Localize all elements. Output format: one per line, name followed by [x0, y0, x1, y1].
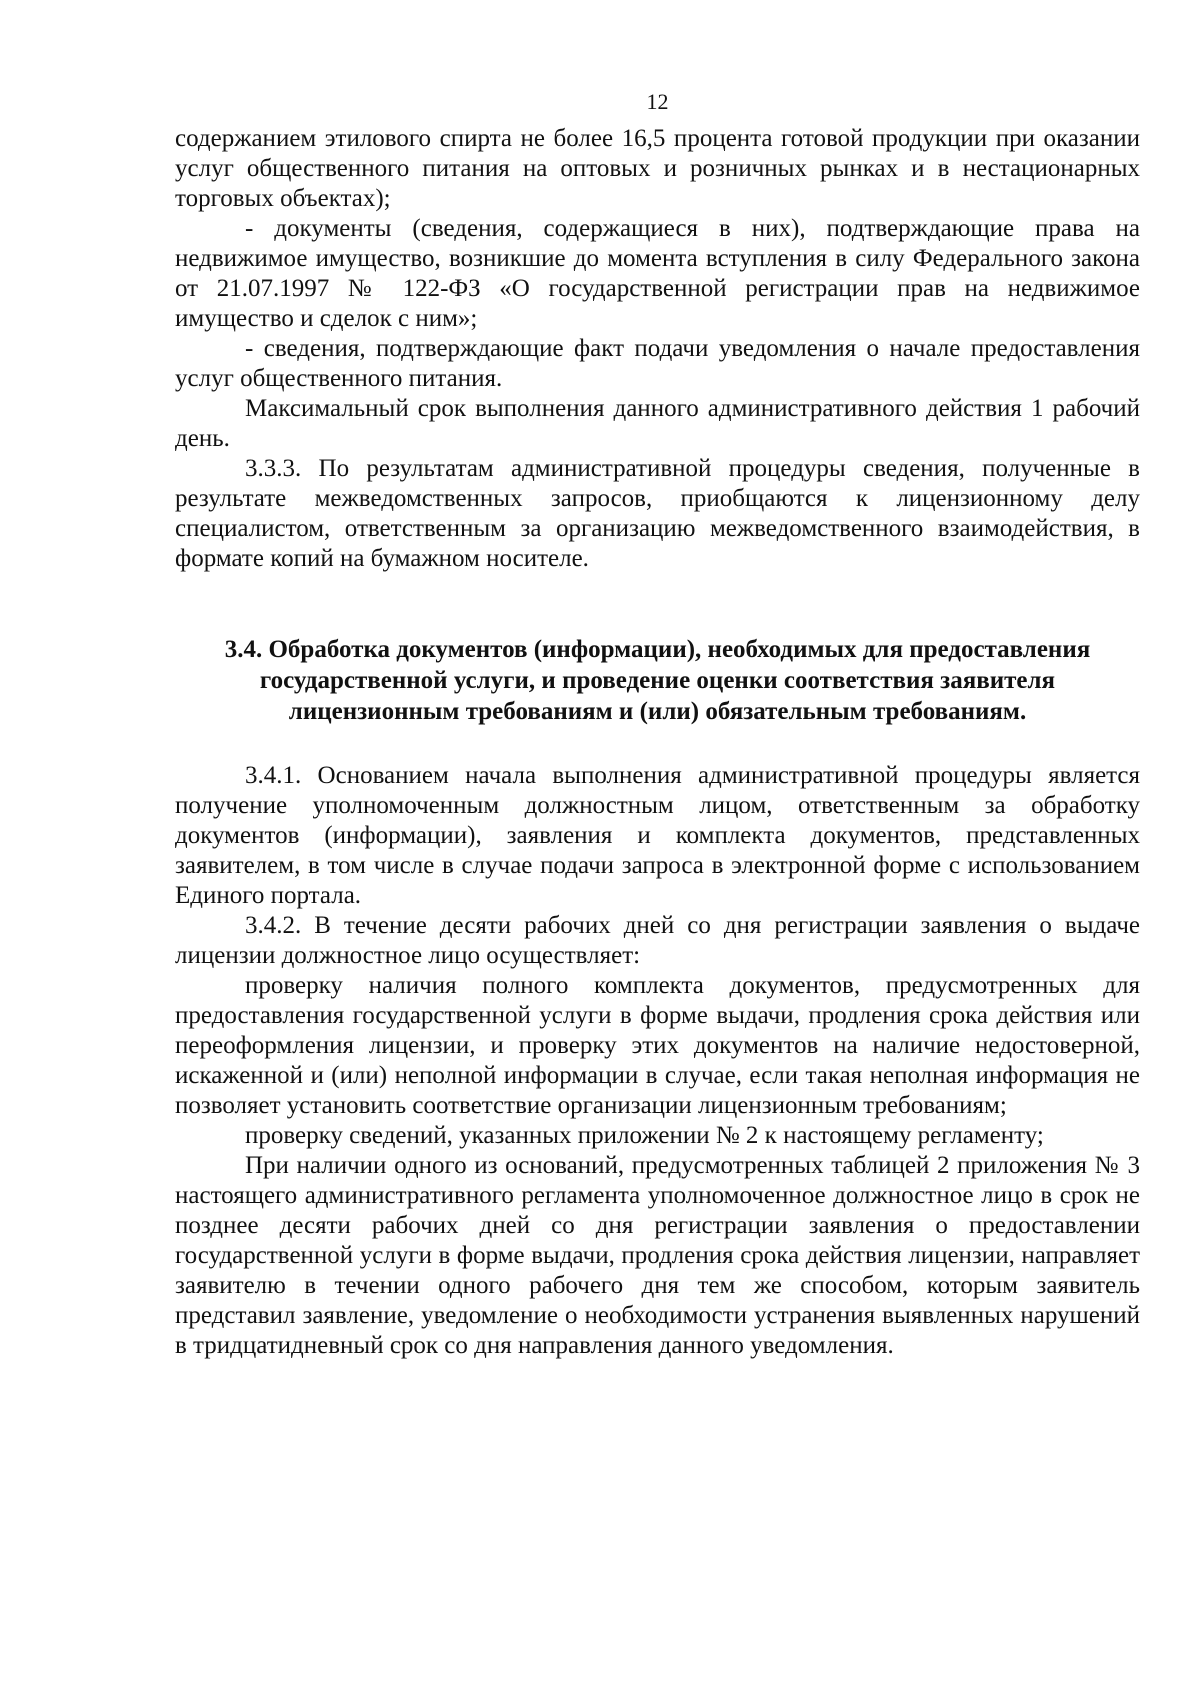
paragraph-notification-info: - сведения, подтверждающие факт подачи уведомления о начале предоставления услуг общественного питания. [175, 335, 1140, 392]
paragraph-max-term: Максимальный срок выполнения данного административного действия 1 рабочий день. [175, 395, 1140, 452]
paragraph-appendix-check: проверку сведений, указанных приложении № 2 к настоящему регламенту; [245, 1122, 1044, 1149]
paragraph-continuation: содержанием этилового спирта не более 16,5 процента готовой продукции при оказании услуг общественного питания на оптовых и розничных рынках и в нестационарных торговых объектах); [175, 125, 1140, 212]
paragraph-3-4-2: 3.4.2. В течение десяти рабочих дней со дня регистрации заявления о выдаче лицензии должностное лицо осуществляет: [175, 912, 1140, 969]
section-heading-3-4: 3.4. Обработка документов (информации), необходимых для предоставления государственной услуги, и проведение оценки соответствия заявителя лицензионным требованиям и (или) обязательным требованиям. [224, 636, 1091, 725]
paragraph-3-3-3: 3.3.3. По результатам административной процедуры сведения, полученные в результате межведомственных запросов, приобщаются к лицензионному делу специалистом, ответственным за организацию межведомственного взаимодействия, в формате копий на бумажном носителе. [175, 455, 1140, 572]
page-number: 12 [646, 89, 669, 114]
paragraph-completeness-check: проверку наличия полного комплекта документов, предусмотренных для предоставления государственной услуги в форме выдачи, продления срока действия или переоформления лицензии, и проверку этих документов на наличие недостоверной, искаженной и (или) неполной информации в случае, если такая неполная информация не позволяет установить соответствие организации лицензионным требованиям; [175, 972, 1140, 1119]
paragraph-property-documents: - документы (сведения, содержащиеся в них), подтверждающие права на недвижимое имущество, возникшие до момента вступления в силу Федерального закона от 21.07.1997 № 122-ФЗ «О государственной регистрации прав на недвижимое имущество и сделок с ним»; [175, 215, 1140, 332]
paragraph-notification-grounds: При наличии одного из оснований, предусмотренных таблицей 2 приложения № 3 настоящего административного регламента уполномоченное должностное лицо в срок не позднее десяти рабочих дней со дня регистрации заявления о предоставлении государственной услуги в форме выдачи, продления срока действия лицензии, направляет заявителю в течении одного рабочего дня тем же способом, которым заявитель представил заявление, уведомление о необходимости устранения выявленных нарушений в тридцатидневный срок со дня направления данного уведомления. [175, 1152, 1140, 1359]
document-page [175, 88, 1140, 1361]
paragraph-3-4-1: 3.4.1. Основанием начала выполнения административной процедуры является получение уполномоченным должностным лицом, ответственным за обработку документов (информации), заявления и комплекта документов, представленных заявителем, в том числе в случае подачи запроса в электронной форме с использованием Единого портала. [175, 762, 1140, 909]
